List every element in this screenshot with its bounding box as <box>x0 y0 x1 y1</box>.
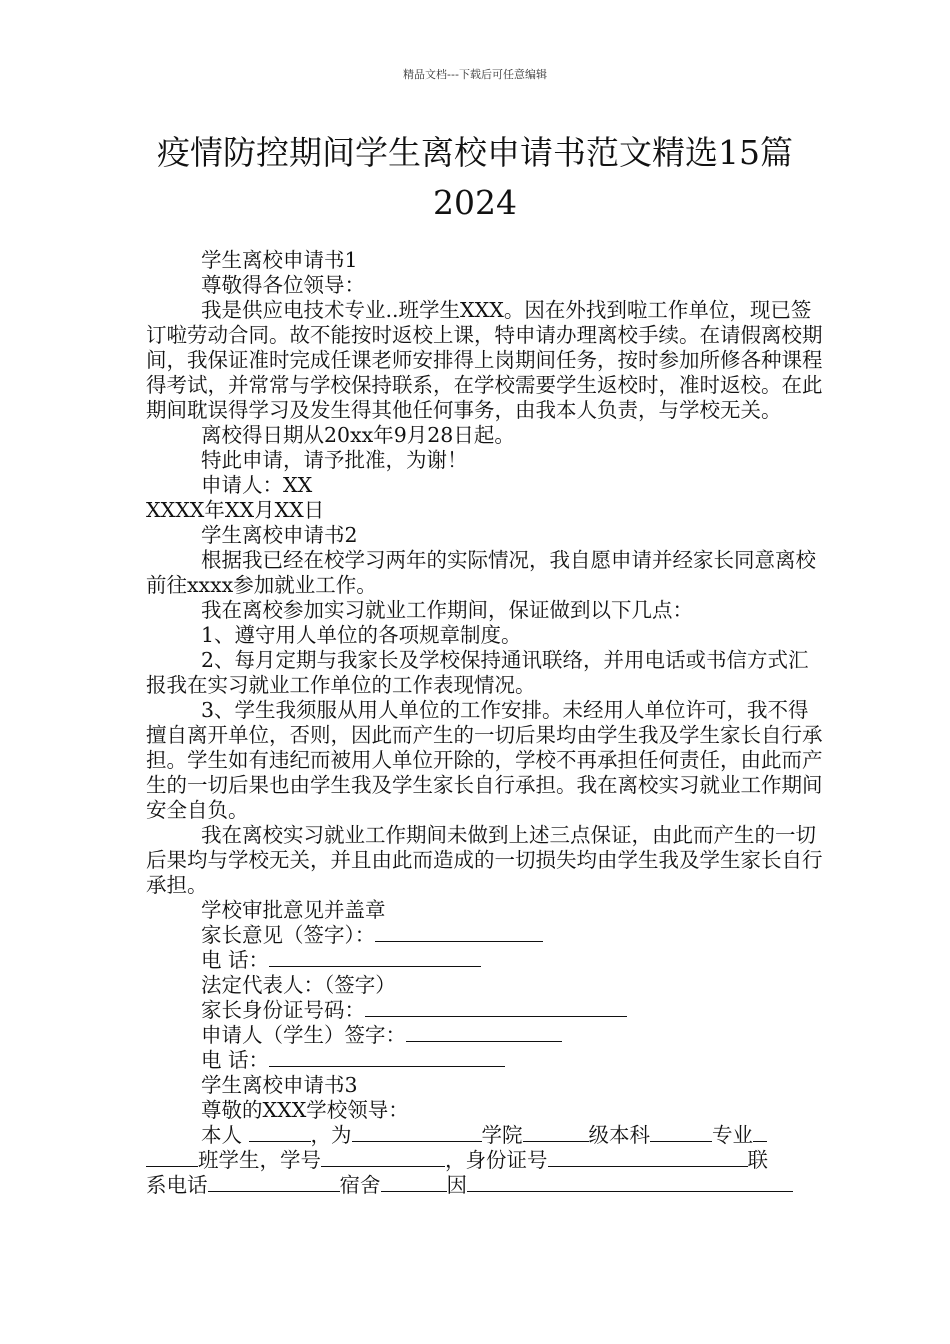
applicant-sign-blank <box>406 1023 562 1042</box>
applicant-sign-field <box>146 1023 826 1048</box>
form-text: 系电话 <box>146 1173 208 1197</box>
guarantee-intro: 我在离校参加实习就业工作期间，保证做到以下几点： <box>201 598 693 622</box>
document-body <box>146 248 826 1198</box>
paragraph-consequence: 我在离校实习就业工作期间未做到上述三点保证，由此而产生的一切后果均与学校无关，并且由此而造成的一切损失均由学生我及学生家长自行承担。 <box>146 823 823 897</box>
parent-id-field <box>146 998 826 1023</box>
salutation-1: 尊敬得各位领导： <box>201 273 365 297</box>
dorm-blank <box>381 1173 447 1192</box>
phone-blank-1 <box>269 948 481 967</box>
form-text: 级本科 <box>588 1123 651 1147</box>
phone-field-2 <box>146 1048 826 1073</box>
closing-request: 特此申请，请予批准，为谢！ <box>201 448 468 472</box>
form-text: 本人 <box>201 1123 242 1147</box>
guarantee-item-3: 3、学生我须服从用人单位的工作安排。未经用人单位许可，我不得擅自离开单位，否则，因此而产生的一切后果均由学生我及学生家长自行承担。学生如有违纪而被用人单位开除的，学校不再承担任何责任，由此而产生的一切后果也由学生我及学生家长自行承担。我在离校实习就业工作期间安全自负。 <box>146 698 823 822</box>
major-blank-tail <box>753 1123 767 1142</box>
legal-rep-field: 法定代表人：（签字） <box>201 973 396 997</box>
salutation-3: 尊敬的XXX学校领导： <box>201 1098 409 1122</box>
form-text: 专业 <box>712 1123 754 1147</box>
form-text: 宿舍 <box>339 1173 381 1197</box>
form-text: 联 <box>747 1148 768 1172</box>
document-title: 疫情防控期间学生离校申请书范文精选15篇2024 <box>157 133 793 222</box>
class-blank <box>146 1148 198 1167</box>
application-date: XXXX年XX月XX日 <box>146 498 325 522</box>
major-blank <box>650 1123 712 1142</box>
phone-label-1: 电 话： <box>201 948 270 972</box>
section-heading-3: 学生离校申请书3 <box>201 1073 358 1097</box>
paragraph-body-2: 根据我已经在校学习两年的实际情况，我自愿申请并经家长同意离校前往xxxx参加就业工作。 <box>146 548 816 597</box>
reason-blank <box>467 1173 793 1192</box>
form-text: 班学生，学号 <box>198 1148 321 1172</box>
phone-blank-2 <box>269 1048 505 1067</box>
form-line-3 <box>146 1173 826 1198</box>
name-blank <box>249 1123 311 1142</box>
form-text: ，身份证号 <box>445 1148 548 1172</box>
phone-field-1 <box>146 948 826 973</box>
section-heading-2: 学生离校申请书2 <box>201 523 358 547</box>
guarantee-item-1: 1、遵守用人单位的各项规章制度。 <box>201 623 522 647</box>
grade-blank <box>523 1123 589 1142</box>
form-line-2 <box>146 1148 826 1173</box>
parent-id-blank <box>365 998 627 1017</box>
section-heading-1: 学生离校申请书1 <box>201 248 358 272</box>
applicant-name: 申请人：XX <box>201 473 313 497</box>
college-blank <box>352 1123 482 1142</box>
leave-date: 离校得日期从20xx年9月28日起。 <box>201 423 515 447</box>
school-approval-label: 学校审批意见并盖章 <box>201 898 386 922</box>
form-text: 学院 <box>481 1123 523 1147</box>
parent-opinion-blank <box>375 923 543 942</box>
form-text: ，为 <box>310 1123 352 1147</box>
header-note: 精品文档---下载后可任意编辑 <box>403 68 547 81</box>
parent-id-label: 家长身份证号码： <box>201 998 365 1022</box>
form-line-1 <box>146 1123 826 1148</box>
student-id-blank <box>321 1148 445 1167</box>
parent-opinion-field <box>146 923 826 948</box>
phone-blank-3 <box>208 1173 340 1192</box>
applicant-sign-label: 申请人（学生）签字： <box>201 1023 406 1047</box>
id-card-blank <box>548 1148 748 1167</box>
form-text: 因 <box>446 1173 467 1197</box>
parent-opinion-label: 家长意见（签字）： <box>201 923 376 947</box>
paragraph-body-1: 我是供应电技术专业..班学生XXX。因在外找到啦工作单位，现已签订啦劳动合同。故不能按时返校上课，特申请办理离校手续。在请假离校期间，我保证准时完成任课老师安排得上岗期间任务，按时参加所修各种课程得考试，并常常与学校保持联系，在学校需要学生返校时，准时返校。在此期间耽误得学习及发生得其他任何事务，由我本人负责，与学校无关。 <box>146 298 823 422</box>
guarantee-item-2: 2、每月定期与我家长及学校保持通讯联络，并用电话或书信方式汇报我在实习就业工作单位的工作表现情况。 <box>146 648 809 697</box>
phone-label-2: 电 话： <box>201 1048 270 1072</box>
